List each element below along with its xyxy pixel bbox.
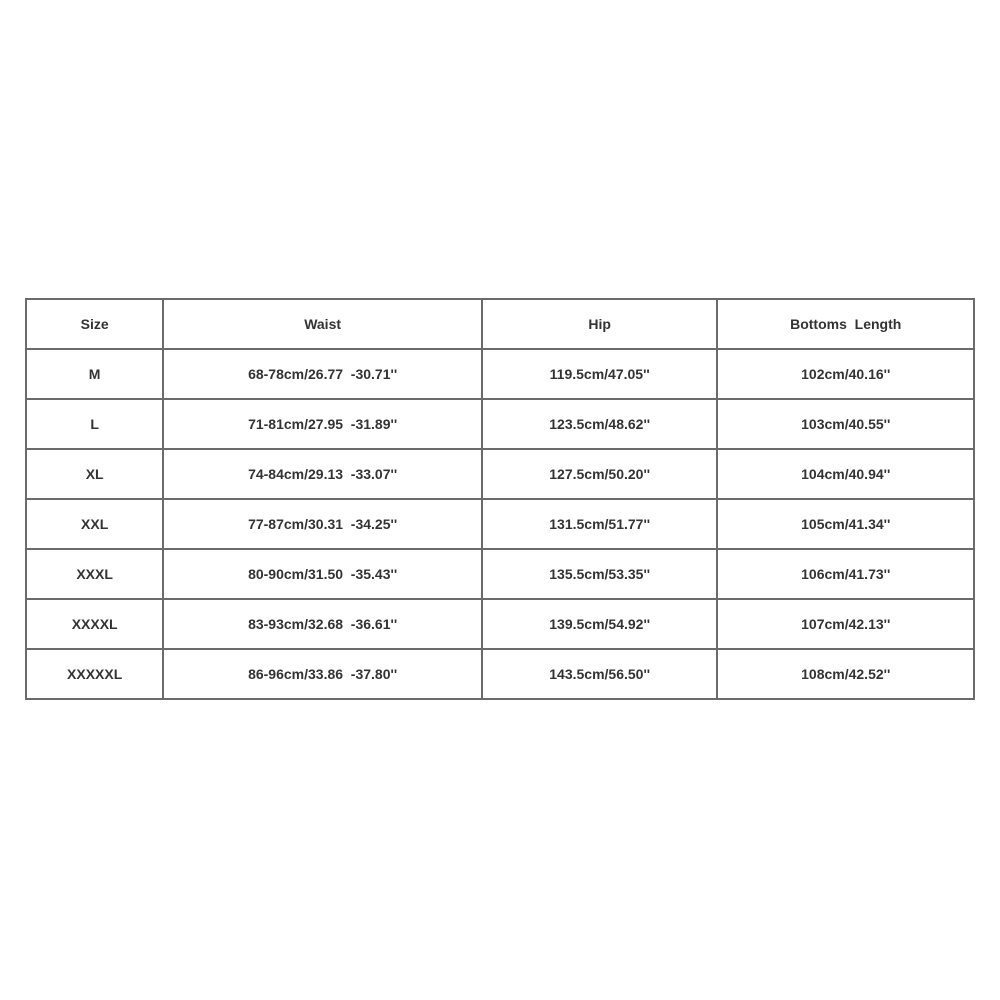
- cell-bottoms-length: 102cm/40.16'': [717, 349, 974, 399]
- cell-hip: 135.5cm/53.35'': [482, 549, 717, 599]
- cell-bottoms-length: 107cm/42.13'': [717, 599, 974, 649]
- cell-waist: 86-96cm/33.86 -37.80'': [163, 649, 482, 699]
- cell-waist: 71-81cm/27.95 -31.89'': [163, 399, 482, 449]
- cell-size: XXXXL: [26, 599, 163, 649]
- header-waist: Waist: [163, 299, 482, 349]
- cell-hip: 139.5cm/54.92'': [482, 599, 717, 649]
- cell-hip: 119.5cm/47.05'': [482, 349, 717, 399]
- cell-size: XL: [26, 449, 163, 499]
- table-row: [26, 549, 974, 599]
- cell-bottoms-length: 103cm/40.55'': [717, 399, 974, 449]
- cell-bottoms-length: 104cm/40.94'': [717, 449, 974, 499]
- table-row: [26, 499, 974, 549]
- table-row: [26, 399, 974, 449]
- cell-size: XXXXXL: [26, 649, 163, 699]
- cell-waist: 83-93cm/32.68 -36.61'': [163, 599, 482, 649]
- cell-bottoms-length: 108cm/42.52'': [717, 649, 974, 699]
- cell-size: M: [26, 349, 163, 399]
- cell-hip: 127.5cm/50.20'': [482, 449, 717, 499]
- table-row: [26, 449, 974, 499]
- table-header-row: [26, 299, 974, 349]
- cell-waist: 80-90cm/31.50 -35.43'': [163, 549, 482, 599]
- header-size: Size: [26, 299, 163, 349]
- cell-waist: 74-84cm/29.13 -33.07'': [163, 449, 482, 499]
- cell-bottoms-length: 106cm/41.73'': [717, 549, 974, 599]
- cell-size: XXXL: [26, 549, 163, 599]
- table-row: [26, 349, 974, 399]
- size-chart-table: [25, 298, 975, 700]
- cell-hip: 131.5cm/51.77'': [482, 499, 717, 549]
- cell-waist: 68-78cm/26.77 -30.71'': [163, 349, 482, 399]
- cell-waist: 77-87cm/30.31 -34.25'': [163, 499, 482, 549]
- header-hip: Hip: [482, 299, 717, 349]
- cell-size: L: [26, 399, 163, 449]
- header-bottoms-length: Bottoms Length: [717, 299, 974, 349]
- table-row: [26, 599, 974, 649]
- cell-hip: 123.5cm/48.62'': [482, 399, 717, 449]
- cell-hip: 143.5cm/56.50'': [482, 649, 717, 699]
- table-row: [26, 649, 974, 699]
- cell-bottoms-length: 105cm/41.34'': [717, 499, 974, 549]
- cell-size: XXL: [26, 499, 163, 549]
